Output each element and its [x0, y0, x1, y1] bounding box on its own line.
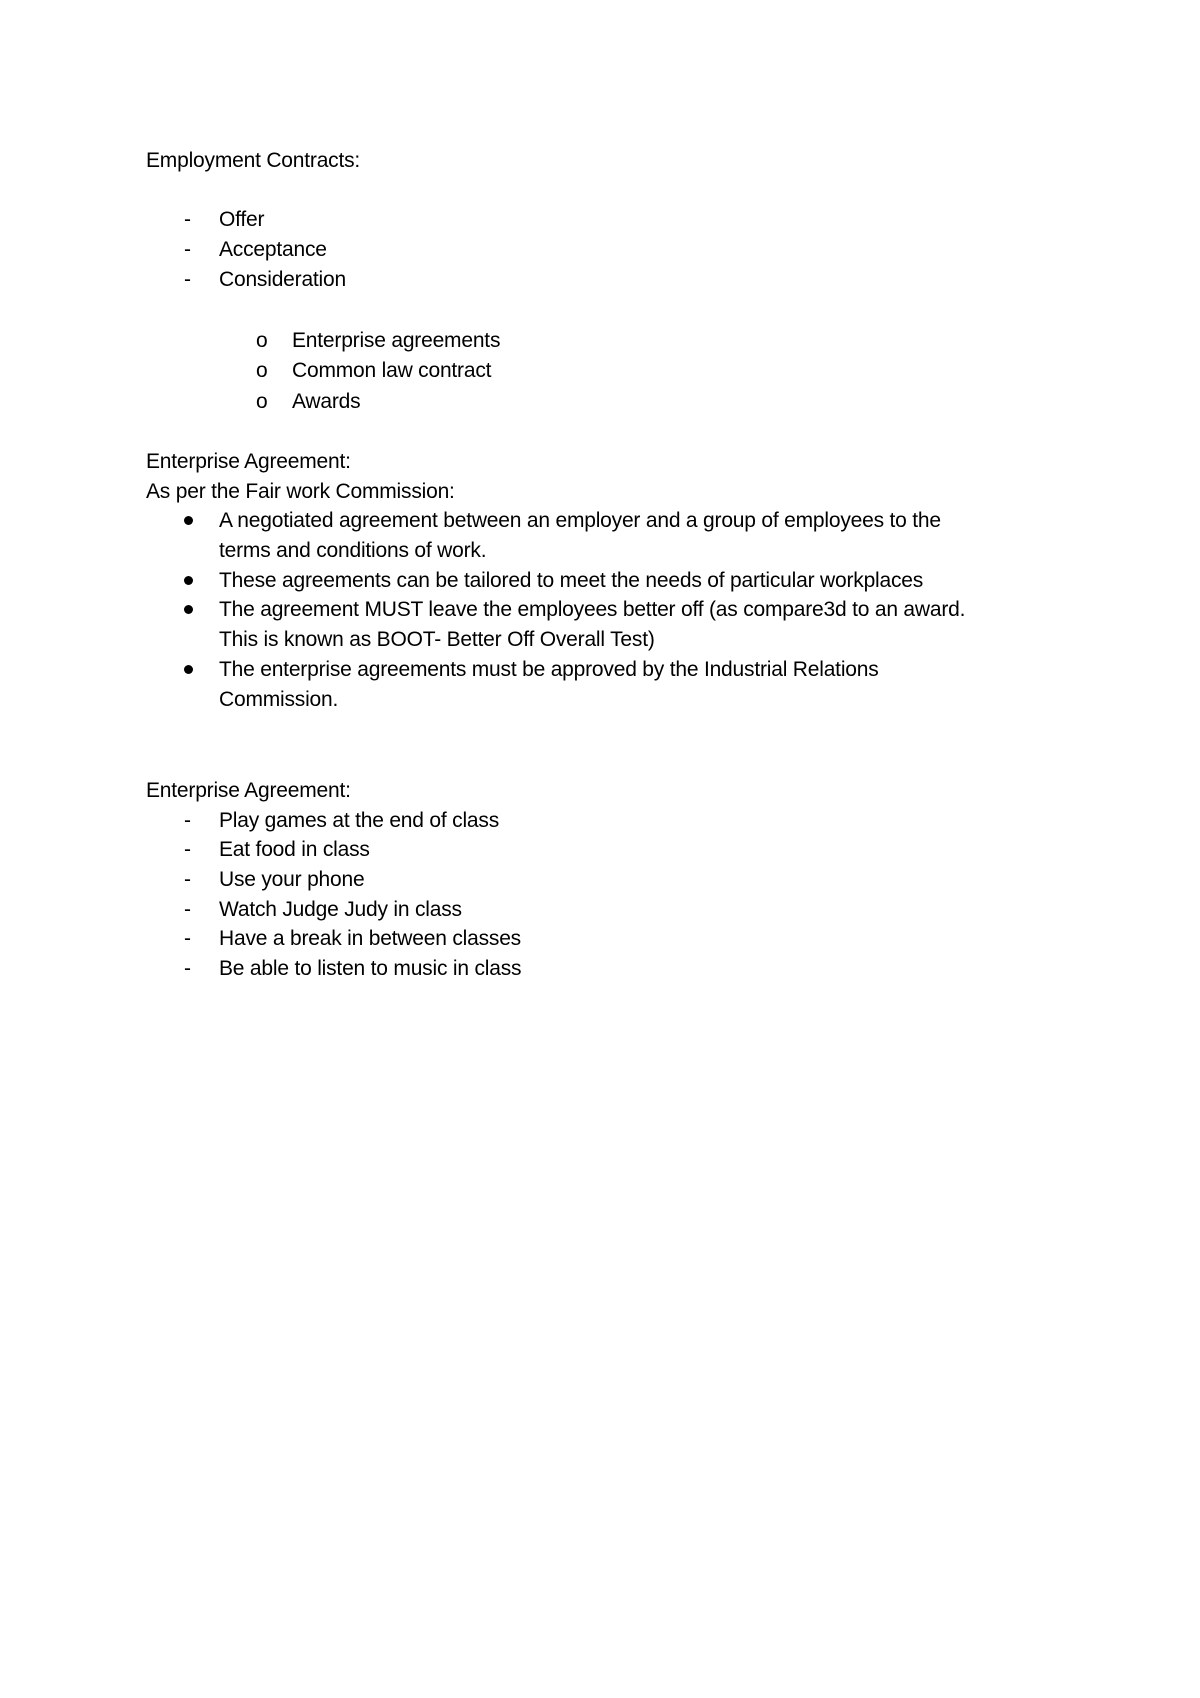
- section-heading-enterprise-agreement: Enterprise Agreement:: [146, 450, 351, 473]
- dash-marker: -: [184, 898, 191, 921]
- section-heading-employment-contracts: Employment Contracts:: [146, 149, 361, 172]
- list-item-offer: Offer: [219, 208, 265, 231]
- sub-item-awards: Awards: [292, 390, 361, 413]
- bullet-dot-icon: [184, 665, 193, 674]
- list-item: Eat food in class: [219, 838, 370, 861]
- bullet-dot-icon: [184, 576, 193, 585]
- bullet-item-line: A negotiated agreement between an employer and a group of employees to the: [219, 509, 941, 532]
- list-item-acceptance: Acceptance: [219, 238, 327, 261]
- sub-item-enterprise-agreements: Enterprise agreements: [292, 329, 501, 352]
- dash-marker: -: [184, 208, 191, 231]
- list-item: Watch Judge Judy in class: [219, 898, 462, 921]
- circle-marker: o: [256, 329, 268, 352]
- circle-marker: o: [256, 359, 268, 382]
- dash-marker: -: [184, 238, 191, 261]
- sub-item-common-law-contract: Common law contract: [292, 359, 492, 382]
- dash-marker: -: [184, 957, 191, 980]
- bullet-item-line: The enterprise agreements must be approved by the Industrial Relations: [219, 658, 879, 681]
- bullet-item-line: These agreements can be tailored to meet the needs of particular workplaces: [219, 569, 924, 592]
- circle-marker: o: [256, 390, 268, 413]
- section-heading-enterprise-agreement-class: Enterprise Agreement:: [146, 779, 351, 802]
- bullet-item-line: terms and conditions of work.: [219, 539, 487, 562]
- dash-marker: -: [184, 927, 191, 950]
- dash-marker: -: [184, 868, 191, 891]
- dash-marker: -: [184, 268, 191, 291]
- list-item: Use your phone: [219, 868, 365, 891]
- dash-marker: -: [184, 809, 191, 832]
- bullet-item-line: The agreement MUST leave the employees better off (as compare3d to an award.: [219, 598, 966, 621]
- bullet-dot-icon: [184, 605, 193, 614]
- dash-marker: -: [184, 838, 191, 861]
- list-item: Be able to listen to music in class: [219, 957, 522, 980]
- bullet-item-line: This is known as BOOT- Better Off Overall Test): [219, 628, 655, 651]
- section-intro-fair-work: As per the Fair work Commission:: [146, 480, 455, 503]
- list-item: Play games at the end of class: [219, 809, 499, 832]
- bullet-dot-icon: [184, 516, 193, 525]
- bullet-item-line: Commission.: [219, 688, 339, 711]
- list-item: Have a break in between classes: [219, 927, 521, 950]
- list-item-consideration: Consideration: [219, 268, 346, 291]
